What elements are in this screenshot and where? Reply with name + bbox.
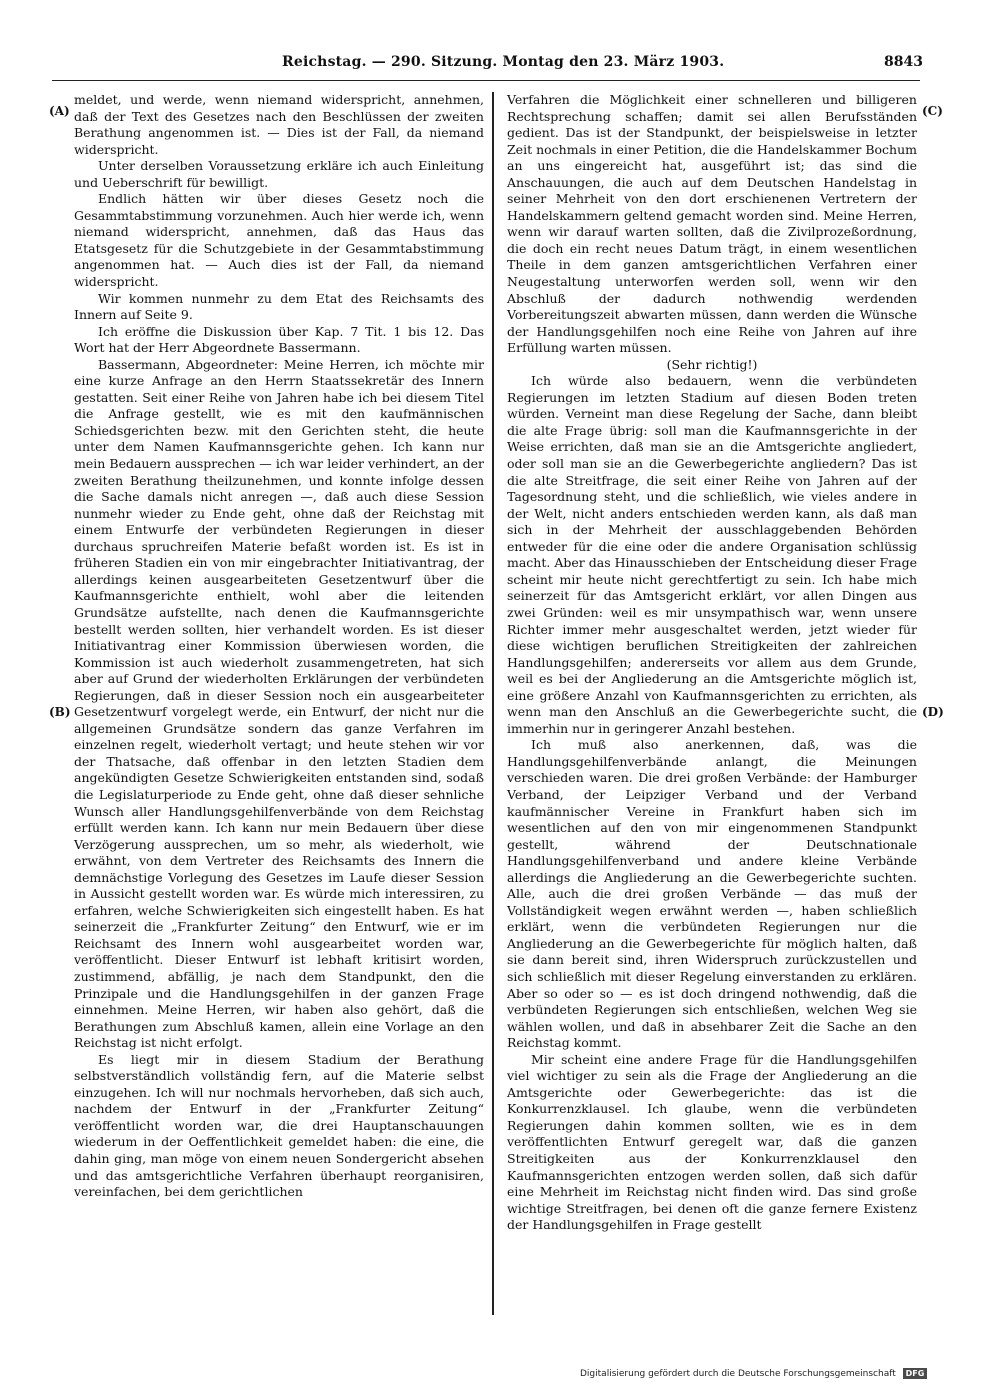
paragraph: Es liegt mir in diesem Stadium der Berathung selbstverständlich vollständig fern, auf die Materie selbst einzugehen. Ich will nur nochmals hervorheben, daß sich auch, nachdem der Entwurf in der „Frankfurter Zeitung“ veröffentlicht worden war, die drei Hauptanschauungen wiederum in der Oeffentlichkeit gemeldet haben: die eine, die dahin ging, man möge von einem neuen Sondergericht absehen und das amtsgerichtliche Verfahren überhaupt reorganisiren, vereinfachen, bei dem gerichtlichen	[74, 1051, 484, 1200]
paragraph: Ich eröffne die Diskussion über Kap. 7 Tit. 1 bis 12. Das Wort hat der Herr Abgeordnete Bassermann.	[74, 323, 484, 356]
paragraph: Mir scheint eine andere Frage für die Handlungsgehilfen viel wichtiger zu sein als die Frage der Angliederung an die Amtsgerichte oder Gewerbegerichte: das ist die Konkurrenzklausel. Ich glaube, wenn die verbündeten Regierungen dahin kommen sollten, wie es in dem veröffentlichten Entwurf geregelt war, daß die ganzen Streitigkeiten aus der Konkurrenzklausel den Kaufmannsgerichten entzogen werden sollen, daß sich dafür eine Mehrheit im Reichstag nicht finden wird. Das sind große wichtige Streitfragen, bei denen oft die ganze fernere Existenz der Handlungsgehilfen in Frage gestellt	[507, 1051, 917, 1233]
running-title: Reichstag. — 290. Sitzung. Montag den 23. März 1903.	[282, 54, 725, 70]
page-header	[0, 0, 1000, 86]
paragraph: Ich würde also bedauern, wenn die verbündeten Regierungen im letzten Stadium auf diesen Boden treten würden. Verneint man diese Regelung der Sache, dann bleibt die alte Frage übrig: soll man die Kaufmannsgerichte in der Weise errichten, daß man sie an die Amtsgerichte angliedert, oder soll man sie an die Gewerbegerichte angliedern? Das ist die alte Streitfrage, die seit einer Reihe von Jahren auf der Tagesordnung steht, und die schließlich, wie vieles andere in der Welt, nicht anders entschieden werden kann, als daß man sich in der Mehrheit der ausschlaggebenden Behörden entweder für die eine oder die andere Organisation schlüssig macht. Aber das Hinausschieben der Entscheidung dieser Frage scheint mir heute nicht gerechtfertigt zu sein. Ich habe mich seinerzeit für das Amtsgericht erklärt, vor allen Dingen aus zwei Gründen: weil es mir unsympathisch war, wenn unsere Richter immer mehr ausgeschaltet werden, jetzt wieder für diese wichtigen beruflichen Streitigkeiten der zahlreichen Handlungsgehilfen; andererseits vor allem aus dem Grunde, weil es bei der Angliederung an die Amtsgerichte möglich ist, eine größere Anzahl von Kaufmannsgerichten zu errichten, als wenn man den Anschluß an die Gewerbegerichte sucht, die immerhin nur in geringerer Anzahl bestehen.	[507, 373, 917, 736]
left-column	[74, 92, 484, 1201]
interjection: (Sehr richtig!)	[666, 356, 758, 372]
paragraph: Wir kommen nunmehr zu dem Etat des Reichsamts des Innern auf Seite 9.	[74, 290, 484, 323]
paragraph: Verfahren die Möglichkeit einer schnelleren und billigeren Rechtsprechung schaffen; damit sei allen Berufsständen gedient. Das ist der Standpunkt, der beispielsweise in letzter Zeit nochmals in einer Petition, die die Handelskammer Bochum an uns eingereicht hat, ausgeführt ist; das sind die Anschauungen, die auch auf dem Deutschen Handelstag in seiner Mehrheit von den dort erschienenen Vertretern der Handelskammern geltend gemacht worden sind. Meine Herren, wenn wir darauf warten sollten, daß die Zivilprozeßordnung, die doch ein recht neues Datum trägt, in einem wesentlichen Theile in dem ganzen amtsgerichtlichen Verfahren einer Neugestaltung unterworfen werden soll, wenn wir den Abschluß der dadurch nothwendig werdenden Vorbereitungszeit abwarten müssen, dann werden die Wünsche der Handlungsgehilfen noch eine Reihe von Jahren auf ihre Erfüllung warten müssen.	[507, 92, 917, 356]
paragraph: Unter derselben Voraussetzung erkläre ich auch Einleitung und Ueberschrift für bewilligt.	[74, 158, 484, 190]
page-number: 8843	[884, 54, 923, 70]
digitization-footer	[580, 1368, 992, 1380]
footer-text: Digitalisierung gefördert durch die Deutsche Forschungsgemeinschaft	[580, 1369, 896, 1379]
paragraph: Endlich hätten wir über dieses Gesetz noch die Gesammtabstimmung vorzunehmen. Auch hier werde ich, wenn niemand widerspricht, annehmen, daß das Haus das Etatsgesetz für die Schutzgebiete in der Gesammtabstimmung angenommen hat. — Auch dies ist der Fall, da niemand widerspricht.	[74, 191, 484, 290]
right-column	[507, 92, 917, 1234]
margin-marker-c: (C)	[922, 104, 943, 118]
paragraph: meldet, und werde, wenn niemand widerspricht, annehmen, daß der Text des Gesetzes nach den Beschlüssen der zweiten Berathung angenommen ist. — Dies ist der Fall, da niemand widerspricht.	[74, 92, 484, 157]
header-rule	[52, 80, 920, 81]
margin-marker-d: (D)	[922, 705, 944, 719]
paragraph: Ich muß also anerkennen, daß, was die Handlungsgehilfenverbände anlangt, die Meinungen verschieden waren. Die drei großen Verbände: der Hamburger Verband, der Leipziger Verband und der Verband kaufmännischer Vereine in Frankfurt haben sich im wesentlichen auf den von mir eingenommenen Standpunkt gestellt, während der Deutschnationale Handlungsgehilfenverband und andere kleine Verbände allerdings die Angliederung an die Gewerbegerichte suchten. Alle, auch die drei großen Verbände — das muß der Vollständigkeit wegen erwähnt werden —, haben schließlich erklärt, wenn die verbündeten Regierungen nur die Angliederung an die Gewerbegerichte für möglich halten, daß sie dann bereit sind, ihren Widerspruch zurückzustellen und sich schließlich mit dieser Regelung einverstanden zu erklären. Aber so oder so — es ist doch dringend nothwendig, daß die verbündeten Regierungen sich entschließen, welchen Weg sie wählen wollen, und daß in absehbarer Zeit die Sache an den Reichstag kommt.	[507, 737, 917, 1051]
column-divider	[492, 92, 494, 1315]
margin-marker-b: (B)	[49, 705, 71, 719]
dfg-logo: DFG	[903, 1368, 928, 1379]
speech-paragraph: Bassermann, Abgeordneter: Meine Herren, ich möchte mir eine kurze Anfrage an den Herrn Staatssekretär des Innern gestatten. Seit einer Reihe von Jahren habe ich bei diesem Titel die Anfrage gestellt, wie es mit den kaufmännischen Schiedsgerichten bezw. mit den Gerichten steht, die heute unter dem Namen Kaufmannsgerichte gehen. Ich kann nur mein Bedauern aussprechen — ich war leider verhindert, an der zweiten Berathung theilzunehmen, und konnte infolge dessen die Sache damals nicht anregen —, daß auch diese Session nunmehr wieder zu Ende geht, ohne daß der Reichstag mit einem Entwurfe der verbündeten Regierungen in dieser durchaus spruchreifen Materie befaßt worden ist. Es ist in früheren Stadien ein von mir eingebrachter Initiativantrag, der allerdings keinen ausgearbeiteten Gesetzentwurf über die Kaufmannsgerichte enthielt, wohl aber die leitenden Grundsätze aufstellte, nach denen die Kaufmannsgerichte bestellt werden sollten, hier verhandelt worden. Es ist dieser Initiativantrag einer Kommission überwiesen worden, die Kommission ist auch wiederholt zusammengetreten, hat sich aber auf Grund der wiederholten Erklärungen der verbündeten Regierungen, daß in dieser Session noch ein ausgearbeiteter Gesetzentwurf vorgelegt werde, ein Entwurf, der nicht nur die allgemeinen Grundsätze sondern das ganze Verfahren im einzelnen regelt, wiederholt vertagt; und heute stehen wir vor der Thatsache, daß offenbar in den letzten Stadien dem angekündigten Gesetze Schwierigkeiten entstanden sind, sodaß die Legislaturperiode zu Ende geht, ohne daß dieser sehnliche Wunsch aller Handlungsgehilfenverbände von dem Reichstag erfüllt werden kann. Ich kann nur mein Bedauern über diese Verzögerung aussprechen, um so mehr, als wiederholt, wie erwähnt, von dem Vertreter des Reichsamts des Innern die demnächstige Vorlegung des Gesetzes im Laufe dieser Session in Aussicht gestellt worden war. Es würde mich interessiren, zu erfahren, welche Schwierigkeiten sich eingestellt haben. Es hat seinerzeit die „Frankfurter Zeitung“ den Entwurf, wie er im Reichsamt des Innern wohl ausgearbeitet worden war, veröffentlicht. Dieser Entwurf ist lebhaft kritisirt worden, zustimmend, abfällig, je nach dem Standpunkt, den die Prinzipale und die Handlungsgehilfen in der ganzen Frage einnehmen. Meine Herren, wir haben also gehört, daß die Berathungen zum Abschluß kamen, allein eine Vorlage an den Reichstag ist nicht erfolgt.	[74, 356, 484, 1051]
margin-marker-a: (A)	[49, 104, 70, 118]
